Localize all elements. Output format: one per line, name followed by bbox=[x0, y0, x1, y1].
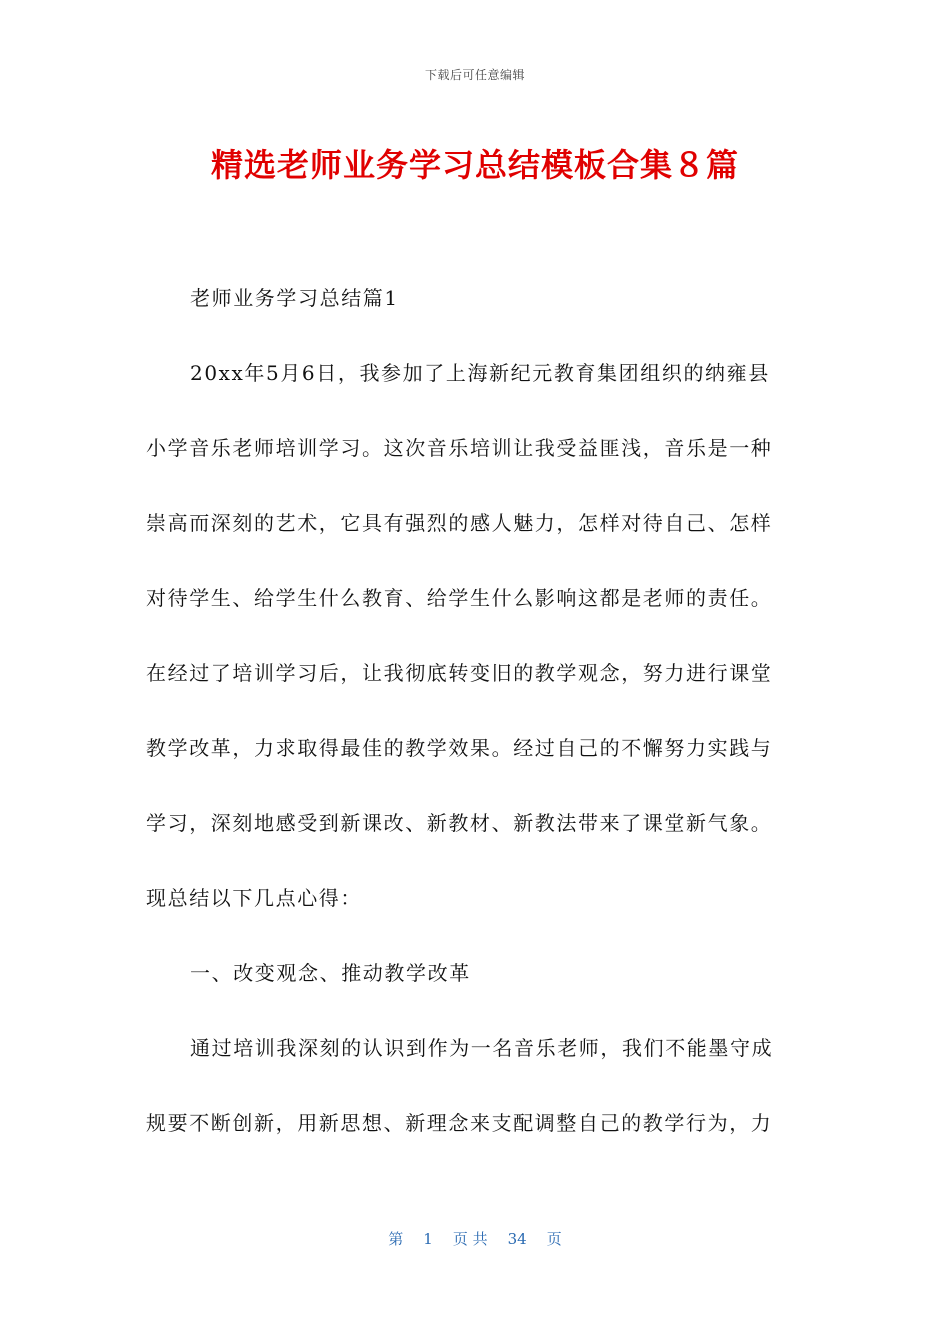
document-title: 精选老师业务学习总结模板合集８篇 bbox=[210, 146, 739, 184]
page-number: 1 bbox=[423, 1230, 433, 1248]
total-pages: 34 bbox=[507, 1230, 527, 1248]
header-note: 下载后可任意编辑 bbox=[424, 68, 525, 82]
body-line: 小学音乐老师培训学习。这次音乐培训让我受益匪浅，音乐是一种 bbox=[146, 436, 773, 460]
body-line: 对待学生、给学生什么教育、给学生什么影响这都是老师的责任。 bbox=[146, 586, 773, 610]
page-footer bbox=[0, 1228, 950, 1249]
page-suffix: 页 bbox=[546, 1230, 562, 1248]
body-line: 在经过了培训学习后，让我彻底转变旧的教学观念，努力进行课堂 bbox=[146, 661, 773, 685]
page-mid: 页 共 bbox=[452, 1230, 488, 1248]
section-heading: 一、改变观念、推动教学改革 bbox=[190, 961, 471, 985]
body-line: 规要不断创新，用新思想、新理念来支配调整自己的教学行为，力 bbox=[146, 1111, 773, 1135]
body-line: 崇高而深刻的艺术，它具有强烈的感人魅力，怎样对待自己、怎样 bbox=[146, 511, 773, 535]
body-line: 通过培训我深刻的认识到作为一名音乐老师，我们不能墨守成 bbox=[190, 1036, 774, 1060]
document-body bbox=[146, 276, 806, 1176]
body-line: 学习，深刻地感受到新课改、新教材、新教法带来了课堂新气象。 bbox=[146, 811, 773, 835]
body-line: 老师业务学习总结篇1 bbox=[190, 286, 399, 310]
page-prefix: 第 bbox=[388, 1230, 404, 1248]
body-line: 20xx年5月6日，我参加了上海新纪元教育集团组织的纳雍县 bbox=[190, 361, 770, 385]
body-line: 教学改革，力求取得最佳的教学效果。经过自己的不懈努力实践与 bbox=[146, 736, 773, 760]
body-line: 现总结以下几点心得： bbox=[146, 886, 362, 910]
